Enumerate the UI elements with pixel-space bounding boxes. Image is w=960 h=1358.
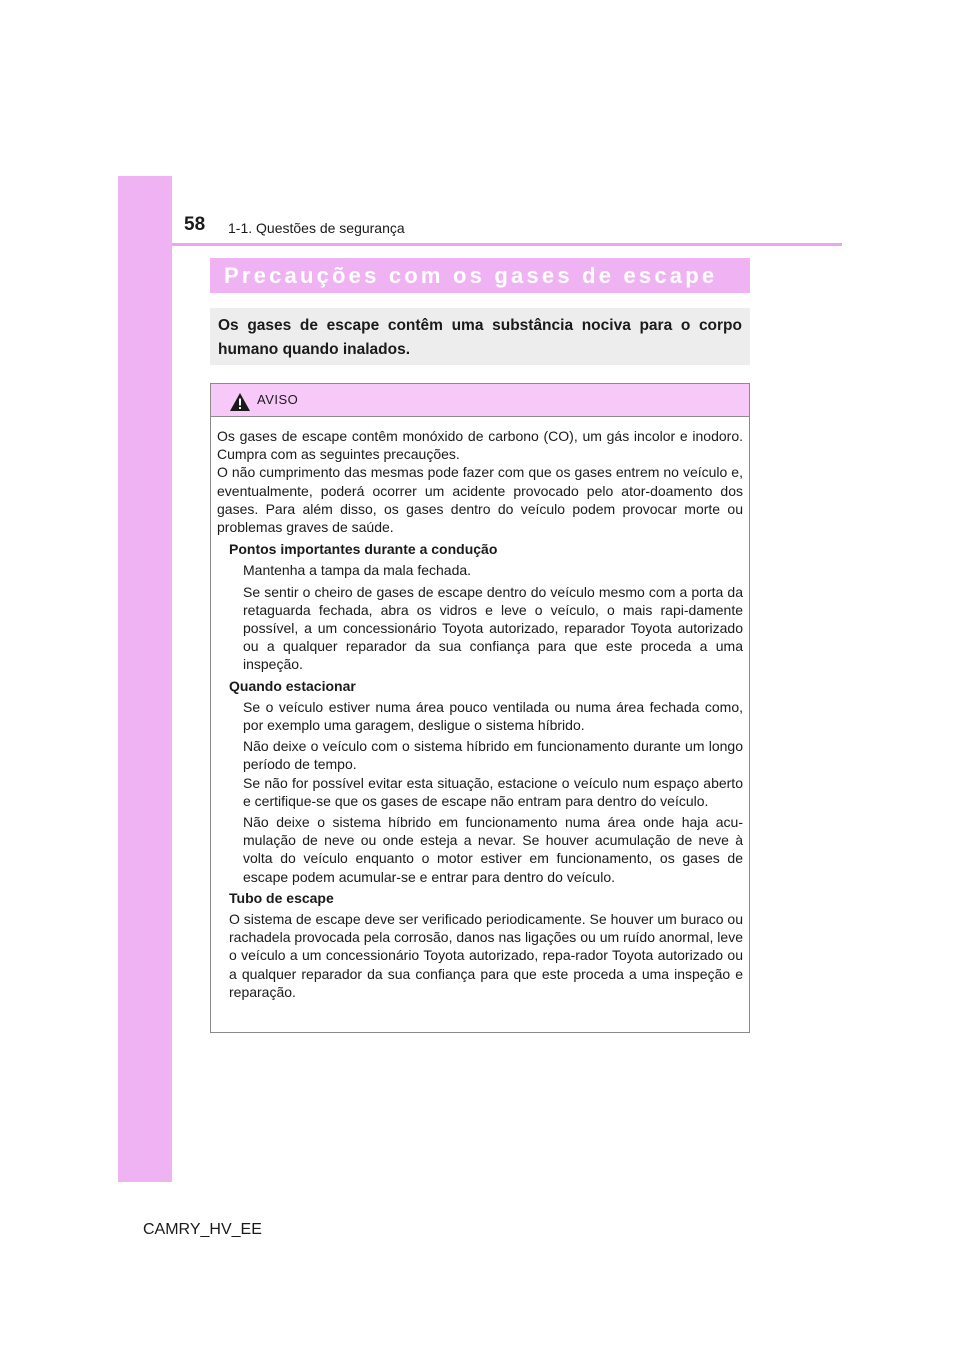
side-color-strip <box>118 176 172 1182</box>
driving-item: Se sentir o cheiro de gases de escape dentro do veículo mesmo com a porta da retaguarda fechada, abra os vidros e leve o veículo, o mais rapi-damente possível, a um concessionário Toyota autorizado, reparador Toyota autorizado ou a qualquer reparador da sua confiança para que este proceda a uma inspeção. <box>243 583 743 673</box>
parking-item: Não deixe o sistema híbrido em funcionamento numa área onde haja acu-mulação de neve ou onde esteja a nevar. Se houver acumulação de neve à volta do veículo enquanto o motor estiver em funcionamento, os gases de escape podem acumular-se e entrar para dentro do veículo. <box>243 814 743 885</box>
header-divider <box>172 243 842 246</box>
chapter-title: 1-1. Questões de segurança <box>228 220 405 236</box>
page-number: 58 <box>184 214 206 235</box>
section-title: Precauções com os gases de escape <box>224 263 718 288</box>
parking-item: Se o veículo estiver numa área pouco ventilada ou numa área fechada como, por exemplo uma garagem, desligue o sistema híbrido. <box>243 698 743 734</box>
intro-box <box>210 308 750 365</box>
intro-text: Os gases de escape contêm uma substância nociva para o corpo humano quando inalados. <box>218 317 742 358</box>
warning-header <box>211 384 749 417</box>
warning-body <box>217 427 743 1001</box>
driving-item: Mantenha a tampa da mala fechada. <box>243 562 472 579</box>
parking-item: Não deixe o veículo com o sistema híbrido em funcionamento durante um longo período de tempo. Se não for possível evitar esta situação, estacione o veículo num espaço aberto e certifique-se que os gases de escape não entram para dentro do veículo. <box>243 738 743 809</box>
exhaust-pipe-heading: Tubo de escape <box>229 889 334 906</box>
driving-heading: Pontos importantes durante a condução <box>229 541 498 558</box>
warning-triangle-icon <box>229 392 251 412</box>
document-code: CAMRY_HV_EE <box>143 1221 262 1238</box>
warning-label: AVISO <box>257 392 299 407</box>
section-title-bar <box>210 258 750 293</box>
warning-lead-text: Os gases de escape contêm monóxido de carbono (CO), um gás incolor e inodoro. Cumpra com as seguintes precauções. O não cumprimento das mesmas pode fazer com que os gases entrem no veículo e, eventualmente, poderá ocorrer um acidente provocado pelo ator-doamento dos gases. Para além disso, os gases dentro do veículo podem provocar morte ou problemas graves de saúde. <box>217 428 743 536</box>
warning-box <box>210 383 750 1033</box>
exhaust-pipe-text: O sistema de escape deve ser verificado periodicamente. Se houver um buraco ou rachadela provocada pela corrosão, danos nas ligações ou um ruído anormal, leve o veículo a um concessionário Toyota autorizado, repa-rador Toyota autorizado ou a qualquer reparador da sua confiança para que este proceda a uma inspeção e reparação. <box>229 911 743 1000</box>
parking-heading: Quando estacionar <box>229 677 356 694</box>
